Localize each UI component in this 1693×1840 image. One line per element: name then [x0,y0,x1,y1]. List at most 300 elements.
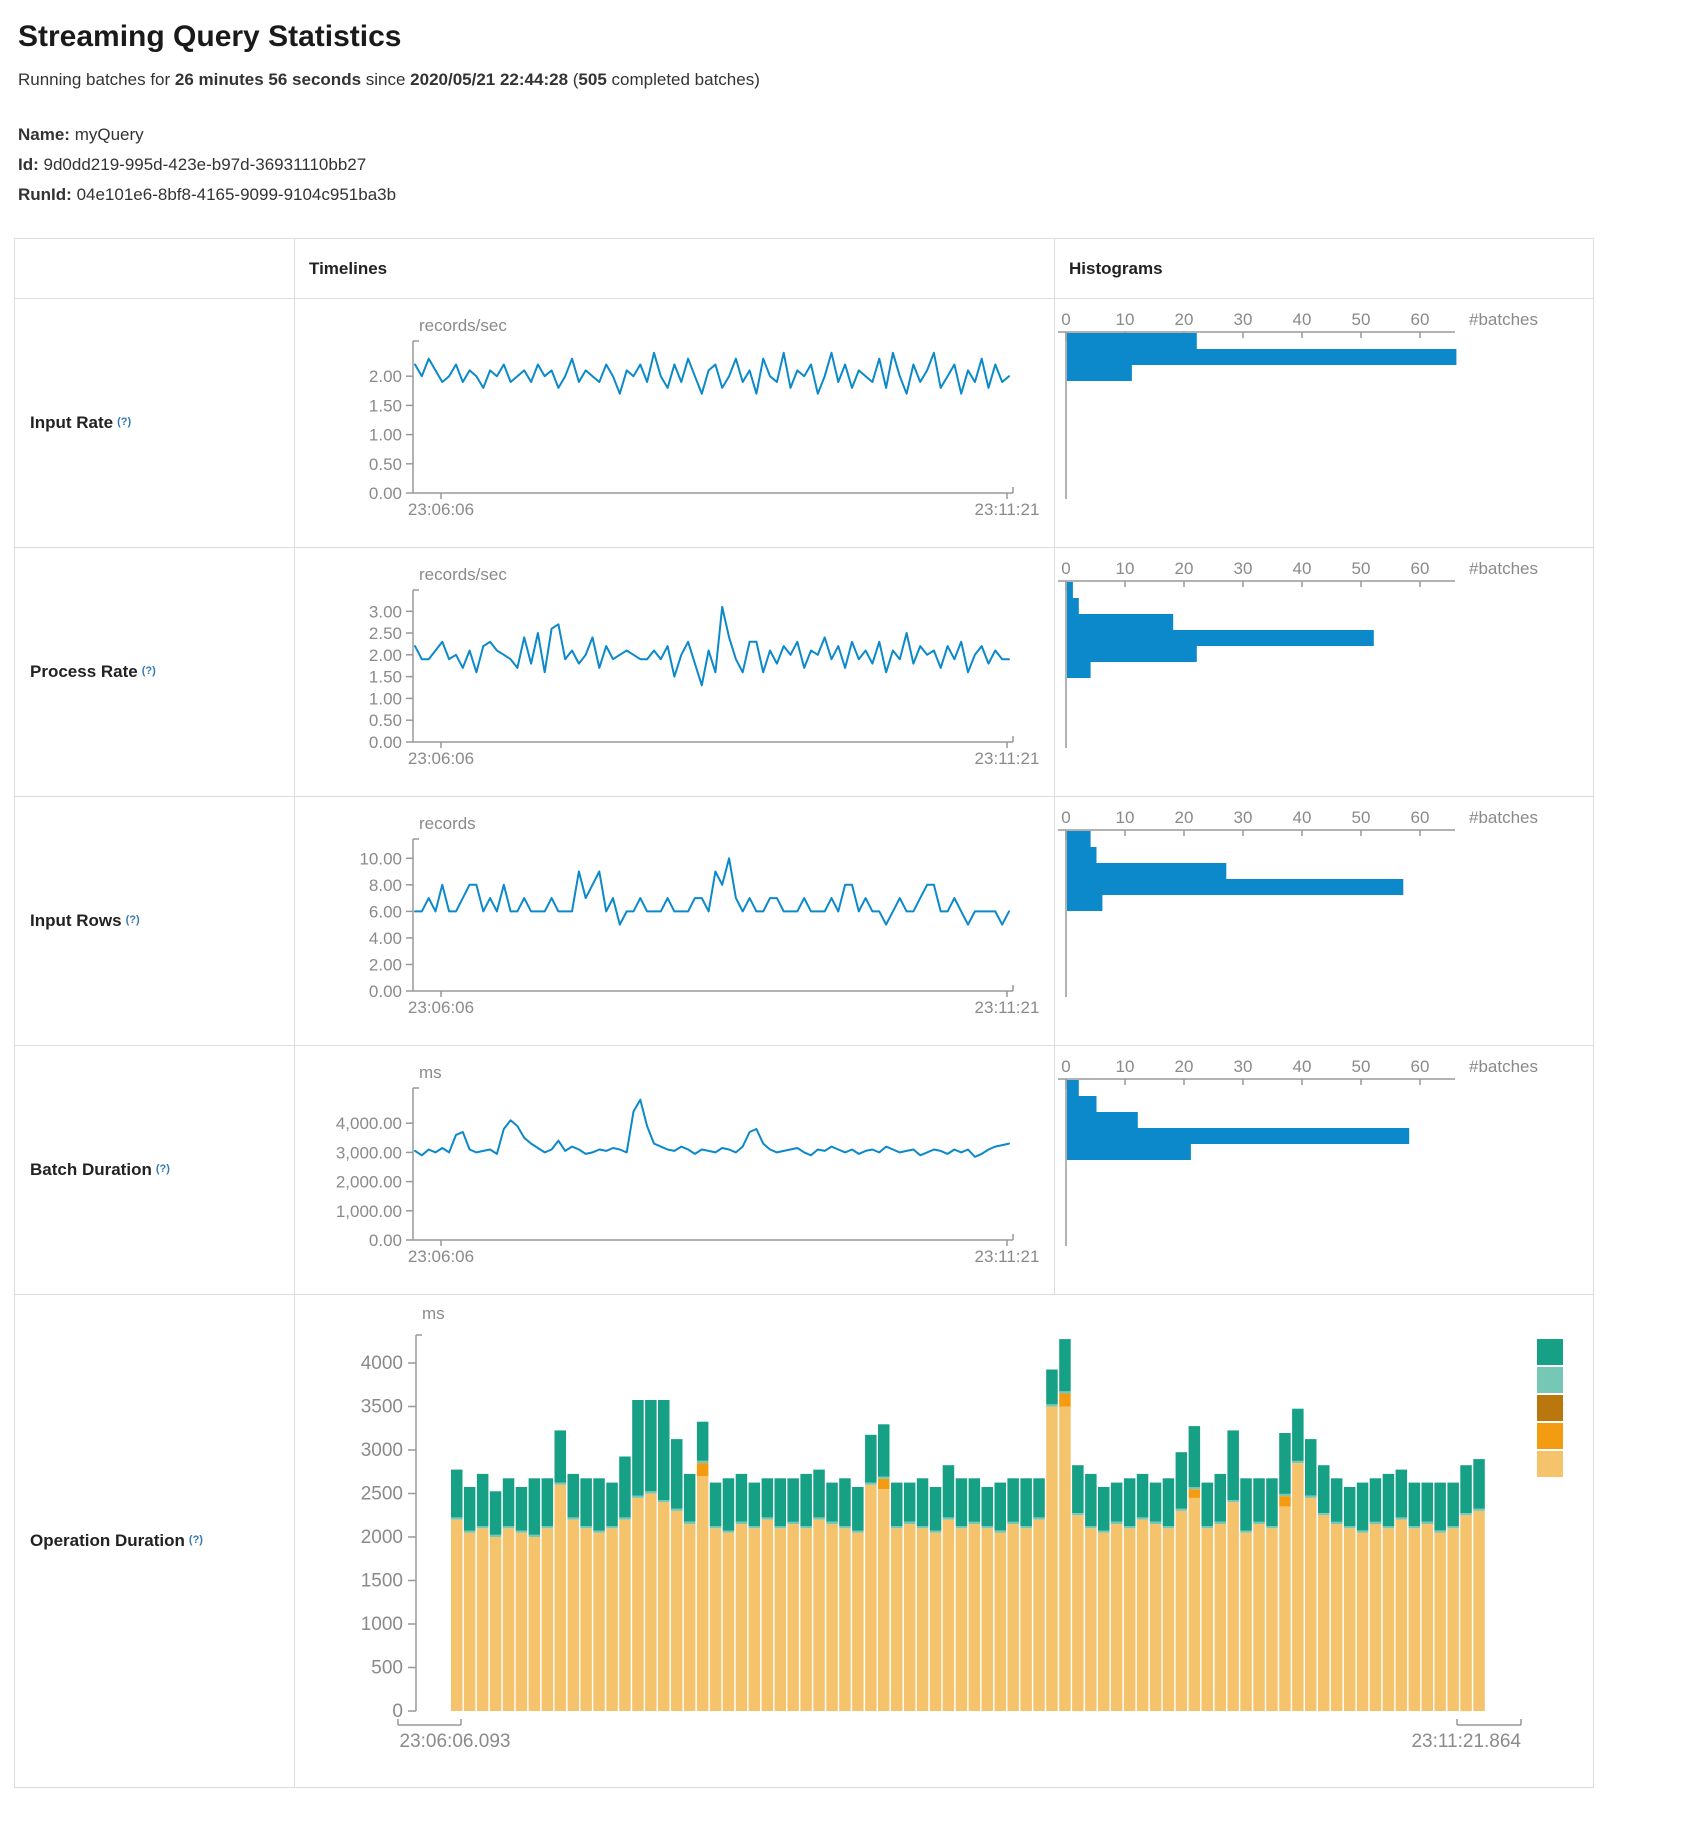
op-duration-bar-segment [1383,1526,1395,1528]
op-duration-bar-segment [1137,1520,1149,1711]
op-duration-bar-segment [775,1526,787,1528]
svg-text:40: 40 [1292,562,1312,578]
timeline-x-end: 23:11:21 [974,1247,1040,1266]
table-row-input-rate [15,299,1593,548]
op-duration-bar-segment [593,1533,605,1711]
svg-text:60: 60 [1410,811,1430,827]
op-duration-bar-segment [710,1526,722,1528]
op-duration-bar-segment [1266,1526,1278,1528]
svg-text:0: 0 [1061,313,1071,329]
start-time: 2020/05/21 22:44:28 [410,70,569,89]
op-duration-bar-segment [1189,1426,1201,1487]
op-duration-bar-segment [891,1483,903,1527]
op-duration-bar-segment [1460,1515,1472,1711]
id-label: Id: [18,155,39,174]
legend-swatch [1537,1395,1563,1421]
op-duration-bar-segment [632,1400,644,1496]
op-duration-bar-segment [891,1526,903,1528]
op-duration-bar-segment [1460,1465,1472,1513]
batches-axis-label: #batches [1469,313,1538,329]
svg-text:1.00: 1.00 [368,425,402,445]
op-duration-x-end: 23:11:21.864 [1411,1731,1521,1752]
op-duration-bar-segment [516,1533,528,1711]
op-duration-bar-segment [1111,1522,1123,1524]
op-duration-bar-segment [555,1430,567,1482]
op-duration-bar-segment [813,1520,825,1711]
query-runid-row [18,180,1693,210]
op-duration-bar-segment [839,1526,851,1528]
op-duration-bar-segment [1202,1528,1214,1711]
op-duration-bar-segment [697,1476,709,1711]
histogram-bar [1067,879,1403,895]
op-duration-bar-segment [555,1483,567,1485]
batch-duration-histogram-cell [1055,1046,1593,1295]
svg-text:50: 50 [1351,562,1371,578]
svg-text:0.50: 0.50 [368,454,402,474]
op-duration-bar-segment [723,1478,735,1530]
op-duration-bar-segment [865,1483,877,1485]
svg-text:3000: 3000 [360,1440,403,1461]
histogram-bar [1067,1112,1138,1128]
timeline-unit-label: records [419,814,476,833]
svg-text:40: 40 [1292,1060,1312,1076]
op-duration-bar-segment [1279,1433,1291,1494]
op-duration-bar-segment [1357,1533,1369,1711]
op-duration-bar-segment [671,1509,683,1511]
op-duration-bar-segment [982,1487,994,1526]
op-duration-bar-segment [1253,1522,1265,1524]
input-rate-histogram-cell [1055,299,1593,548]
op-duration-bar-segment [878,1477,890,1479]
row-label-batch-duration [15,1046,295,1295]
svg-text:20: 20 [1174,562,1194,578]
op-duration-bar-segment [1059,1407,1071,1712]
svg-text:2.00: 2.00 [368,367,402,387]
op-duration-bar-segment [969,1524,981,1711]
table-row-input-rows [15,797,1593,1046]
row-label-text: Operation Duration [30,1531,185,1550]
timeline-unit-label: ms [419,1063,442,1082]
op-duration-bar-segment [516,1531,528,1533]
histogram-bar [1067,895,1102,911]
op-duration-bar-segment [1318,1513,1330,1515]
legend-swatch [1537,1339,1563,1365]
op-duration-bar-segment [1137,1517,1149,1519]
op-duration-bar-segment [891,1528,903,1711]
timeline-x-end: 23:11:21 [974,749,1040,768]
operation-duration-chart [295,1299,1593,1759]
op-duration-bar-segment [787,1478,799,1522]
svg-text:0: 0 [1061,811,1071,827]
op-duration-bar-segment [568,1474,580,1518]
row-label-process-rate [15,548,295,797]
op-duration-bar-segment [619,1457,631,1518]
op-duration-bar-segment [580,1526,592,1528]
op-duration-bar-segment [451,1517,463,1519]
input-rate-timeline-cell [295,299,1055,548]
svg-text:2000: 2000 [360,1527,403,1548]
svg-text:0.00: 0.00 [368,484,402,503]
op-duration-bar-segment [813,1470,825,1518]
help-icon[interactable]: (?) [141,665,156,677]
stats-table [14,238,1594,1788]
svg-text:10: 10 [1115,562,1135,578]
op-duration-bar-segment [1072,1465,1084,1513]
op-duration-bar-segment [477,1474,489,1526]
op-duration-bar-segment [1085,1474,1097,1526]
svg-text:1.50: 1.50 [368,396,402,416]
op-duration-bar-segment [956,1528,968,1711]
op-duration-bar-segment [490,1491,502,1535]
histogram-bar [1067,662,1091,678]
op-duration-bar-segment [1447,1483,1459,1527]
op-duration-bar-segment [619,1517,631,1519]
op-duration-bar-segment [580,1528,592,1711]
op-duration-bar-segment [787,1522,799,1524]
svg-text:2.50: 2.50 [368,624,402,643]
histogram-bar [1067,1096,1097,1112]
op-duration-bar-segment [917,1526,929,1528]
op-duration-bar-segment [1189,1487,1201,1489]
op-duration-bar-segment [865,1485,877,1711]
row-label-input-rows [15,797,295,1046]
op-duration-bar-segment [917,1478,929,1526]
op-duration-bar-segment [1111,1483,1123,1522]
svg-text:2500: 2500 [360,1483,403,1505]
op-duration-bar-segment [1447,1526,1459,1528]
histogram-bar [1067,598,1079,614]
op-duration-bar-segment [1176,1452,1188,1509]
help-icon[interactable]: (?) [117,416,132,428]
header-timelines: Timelines [295,239,1055,299]
op-duration-bar-segment [982,1526,994,1528]
op-duration-bar-segment [684,1474,696,1522]
batch-duration-histogram-chart [1055,1060,1593,1274]
op-duration-bar-segment [1344,1487,1356,1526]
op-duration-bar-segment [749,1528,761,1711]
op-duration-bar-segment [1189,1489,1201,1498]
op-duration-bar-segment [943,1517,955,1519]
op-duration-bar-segment [645,1491,657,1493]
op-duration-bar-segment [1046,1370,1058,1405]
op-duration-bar-segment [723,1531,735,1533]
op-duration-bar-segment [826,1524,838,1711]
op-duration-bar-segment [736,1524,748,1711]
op-duration-bar-segment [1473,1509,1485,1511]
histogram-bar [1067,349,1456,365]
op-duration-bar-segment [1305,1498,1317,1711]
table-row-operation-duration [15,1295,1593,1787]
op-duration-bar-segment [1033,1517,1045,1519]
op-duration-bar-segment [658,1500,670,1502]
op-duration-bar-segment [1240,1531,1252,1533]
batches-axis-label: #batches [1469,562,1538,578]
svg-text:3500: 3500 [360,1396,403,1418]
svg-text:2,000.00: 2,000.00 [335,1172,402,1192]
op-duration-bar-segment [710,1528,722,1711]
op-duration-bar-segment [684,1522,696,1524]
svg-text:50: 50 [1351,811,1371,827]
op-duration-bar-segment [969,1522,981,1524]
op-duration-bar-segment [1124,1528,1136,1711]
op-duration-bar-segment [1046,1407,1058,1712]
op-duration-bar-segment [1150,1524,1162,1711]
svg-text:30: 30 [1233,1060,1253,1076]
op-duration-bar-segment [684,1524,696,1711]
page [0,20,1693,1788]
op-duration-bar-segment [930,1533,942,1711]
op-duration-bar-segment [1422,1522,1434,1524]
timeline-unit-label: records/sec [419,316,507,335]
svg-text:20: 20 [1174,811,1194,827]
op-duration-bar-segment [593,1478,605,1530]
op-duration-bar-segment [529,1535,541,1537]
svg-text:60: 60 [1410,562,1430,578]
op-duration-bar-segment [917,1528,929,1711]
op-duration-bar-segment [1098,1487,1110,1531]
svg-text:0: 0 [1061,1060,1071,1076]
op-duration-bar-segment [1434,1531,1446,1533]
help-icon[interactable]: (?) [125,914,140,926]
op-duration-bar-segment [878,1479,890,1489]
op-duration-bar-segment [606,1483,618,1527]
op-duration-bar-segment [580,1478,592,1526]
op-duration-unit-label: ms [422,1304,445,1323]
subtitle-suffix: completed batches) [606,70,760,89]
help-icon[interactable]: (?) [188,1534,203,1546]
batch-duration-timeline-cell [295,1046,1055,1295]
op-duration-bar-segment [1202,1483,1214,1527]
op-duration-bar-segment [1331,1522,1343,1524]
op-duration-bar-segment [904,1522,916,1524]
op-duration-bar-segment [1020,1526,1032,1528]
op-duration-bar-segment [826,1522,838,1524]
op-duration-bar-segment [490,1537,502,1711]
op-duration-bar-segment [1059,1394,1071,1407]
svg-text:0: 0 [392,1701,403,1722]
op-duration-bar-segment [1059,1391,1071,1393]
op-duration-bar-segment [1434,1533,1446,1711]
svg-text:2.00: 2.00 [368,955,402,975]
op-duration-bar-segment [826,1483,838,1522]
svg-text:0.50: 0.50 [368,711,402,731]
op-duration-bar-segment [529,1537,541,1711]
op-duration-bar-segment [736,1522,748,1524]
op-duration-bar-segment [1098,1533,1110,1711]
op-duration-bar-segment [503,1528,515,1711]
op-duration-bar-segment [1318,1515,1330,1711]
op-duration-bar-segment [762,1520,774,1711]
op-duration-bar-segment [1409,1528,1421,1711]
svg-text:4.00: 4.00 [368,928,402,948]
help-icon[interactable]: (?) [155,1163,170,1175]
operation-duration-cell [295,1295,1593,1787]
op-duration-bar-segment [1422,1483,1434,1522]
process-rate-histogram-cell [1055,548,1593,797]
process-rate-timeline-chart [295,562,1055,777]
svg-text:50: 50 [1351,313,1371,329]
histogram-bar [1067,614,1173,630]
header-empty-cell [15,239,295,299]
op-duration-bar-segment [1370,1522,1382,1524]
histogram-bar [1067,847,1097,863]
svg-text:0: 0 [1061,562,1071,578]
timeline-line [415,1100,1009,1157]
timeline-x-start: 23:06:06 [407,749,475,768]
op-duration-bar-segment [1396,1470,1408,1518]
op-duration-bar-segment [568,1520,580,1711]
timeline-x-end: 23:11:21 [974,500,1040,519]
op-duration-bar-segment [1176,1511,1188,1711]
op-duration-bar-segment [775,1528,787,1711]
svg-text:2.00: 2.00 [368,645,402,665]
svg-text:10.00: 10.00 [359,849,402,869]
op-duration-bar-segment [451,1520,463,1711]
op-duration-bar-segment [1279,1507,1291,1711]
op-duration-bar-segment [904,1524,916,1711]
op-duration-bar-segment [1279,1496,1291,1506]
op-duration-bar-segment [1292,1463,1304,1711]
op-duration-bar-segment [1473,1511,1485,1711]
op-duration-x-start: 23:06:06.093 [399,1731,511,1752]
op-duration-bar-segment [542,1526,554,1528]
op-duration-bar-segment [800,1474,812,1526]
op-duration-bar-segment [542,1478,554,1526]
op-duration-bar-segment [1409,1483,1421,1527]
svg-text:30: 30 [1233,313,1253,329]
row-label-operation-duration [15,1295,295,1787]
op-duration-bar-segment [1124,1526,1136,1528]
op-duration-bar-segment [1305,1439,1317,1496]
op-duration-bar-segment [632,1496,644,1498]
op-duration-bar-segment [658,1400,670,1500]
svg-text:3,000.00: 3,000.00 [335,1143,402,1163]
process-rate-histogram-chart [1055,562,1593,776]
runid-value: 04e101e6-8bf8-4165-9099-9104c951ba3b [76,185,397,204]
op-duration-bar-segment [1215,1474,1227,1522]
op-duration-bar-segment [865,1435,877,1483]
legend-swatch [1537,1367,1563,1393]
timeline-x-start: 23:06:06 [407,1247,475,1266]
input-rows-histogram-cell [1055,797,1593,1046]
op-duration-bar-segment [1279,1494,1291,1496]
row-label-text: Input Rows [30,911,122,930]
op-duration-bar-segment [1473,1459,1485,1509]
op-duration-bar-segment [529,1478,541,1535]
subtitle-paren: ( [568,70,579,89]
op-duration-bar-segment [1331,1478,1343,1522]
svg-text:30: 30 [1233,562,1253,578]
op-duration-bar-segment [1253,1478,1265,1522]
op-duration-bar-segment [1007,1478,1019,1522]
svg-text:1.50: 1.50 [368,667,402,687]
op-duration-bar-segment [839,1528,851,1711]
op-duration-bar-segment [1176,1509,1188,1511]
op-duration-bar-segment [477,1528,489,1711]
op-duration-bar-segment [645,1494,657,1712]
op-duration-bar-segment [1007,1522,1019,1524]
input-rows-histogram-chart [1055,811,1593,1025]
op-duration-bar-segment [568,1517,580,1519]
op-duration-bar-segment [787,1524,799,1711]
subtitle-prefix: Running batches for [18,70,175,89]
op-duration-bar-segment [1370,1478,1382,1522]
op-duration-bar-segment [1292,1461,1304,1463]
op-duration-bar-segment [930,1487,942,1531]
timeline-unit-label: records/sec [419,565,507,584]
op-duration-bar-segment [645,1400,657,1491]
op-duration-bar-segment [697,1463,709,1476]
op-duration-bar-segment [1189,1498,1201,1711]
op-duration-bar-segment [1085,1526,1097,1528]
legend-swatch [1537,1423,1563,1449]
svg-text:500: 500 [371,1657,403,1679]
op-duration-bar-segment [1460,1513,1472,1515]
header-histograms: Histograms [1055,239,1593,299]
op-duration-bar-segment [671,1511,683,1711]
op-duration-bar-segment [1422,1524,1434,1711]
op-duration-bar-segment [658,1502,670,1711]
op-duration-bar-segment [464,1531,476,1533]
op-duration-bar-segment [555,1485,567,1711]
row-label-text: Input Rate [30,413,114,432]
op-duration-bar-segment [1150,1522,1162,1524]
svg-text:60: 60 [1410,313,1430,329]
svg-text:10: 10 [1115,811,1135,827]
op-duration-bar-segment [943,1520,955,1711]
op-duration-bar-segment [1305,1496,1317,1498]
op-duration-bar-segment [1163,1528,1175,1711]
running-batches-summary [18,70,1693,90]
name-value: myQuery [74,125,144,144]
table-header-row [15,239,1593,299]
op-duration-bar-segment [1370,1524,1382,1711]
op-duration-bar-segment [1033,1478,1045,1517]
op-duration-bar-segment [1344,1526,1356,1528]
svg-text:1500: 1500 [360,1570,403,1592]
op-duration-bar-segment [723,1533,735,1711]
op-duration-bar-segment [813,1517,825,1519]
op-duration-bar-segment [762,1478,774,1517]
histogram-bar [1067,1080,1079,1096]
histogram-bar [1067,831,1091,847]
op-duration-bar-segment [1266,1478,1278,1526]
svg-text:0.00: 0.00 [368,1231,402,1250]
op-duration-bar-segment [904,1483,916,1522]
op-duration-bar-segment [943,1465,955,1517]
op-duration-bar-segment [969,1478,981,1522]
query-meta [18,120,1693,210]
op-duration-bar-segment [736,1474,748,1522]
op-duration-bar-segment [956,1478,968,1526]
op-duration-bar-segment [1072,1515,1084,1711]
table-row-process-rate [15,548,1593,797]
op-duration-bar-segment [1357,1483,1369,1531]
op-duration-bar-segment [1447,1528,1459,1711]
timeline-line [415,353,1009,394]
svg-text:1.00: 1.00 [368,689,402,709]
op-duration-bar-segment [619,1520,631,1711]
op-duration-bar-segment [1098,1531,1110,1533]
row-label-input-rate [15,299,295,548]
op-duration-bar-segment [1240,1478,1252,1530]
op-duration-bar-segment [1085,1528,1097,1711]
svg-text:20: 20 [1174,313,1194,329]
id-value: 9d0dd219-995d-423e-b97d-36931110bb27 [43,155,367,174]
timeline-x-start: 23:06:06 [407,998,475,1017]
svg-text:4,000.00: 4,000.00 [335,1114,402,1134]
histogram-bar [1067,863,1226,879]
